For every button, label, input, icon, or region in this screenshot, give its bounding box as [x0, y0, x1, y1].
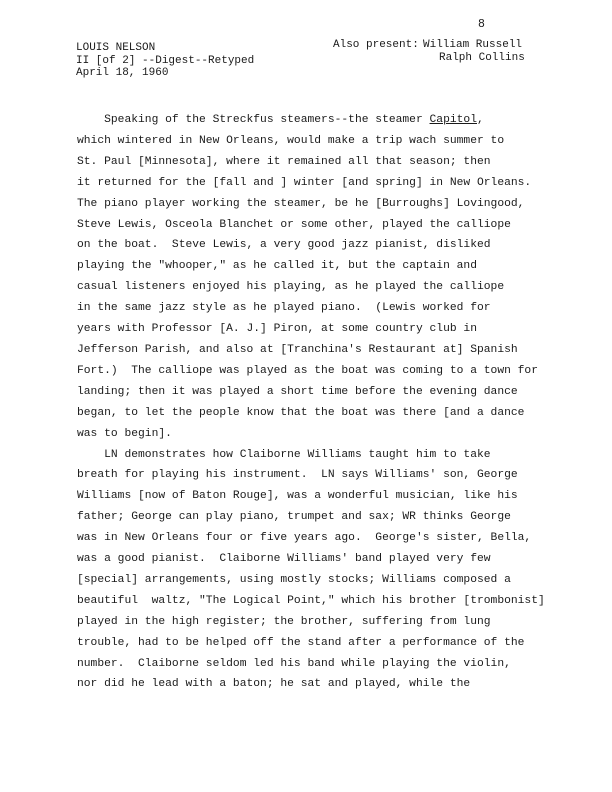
text-line-segment: St. Paul [Minnesota], where it remained all that season; then: [77, 155, 491, 168]
text-line: [77, 194, 545, 215]
text-line: [77, 110, 545, 131]
text-line: [77, 570, 545, 591]
text-line: [77, 340, 545, 361]
also-present-row: [333, 52, 525, 65]
text-line-segment: was in New Orleans four or five years ago. George's sister, Bella,: [77, 532, 532, 545]
text-line-segment: LN demonstrates how Claiborne Williams taught him to take: [77, 448, 491, 461]
text-line: [77, 486, 545, 507]
text-line-segment: Steve Lewis, Osceola Blanchet or some other, played the calliope: [77, 218, 511, 231]
text-line-segment: played in the high register; the brother, suffering from lung: [77, 615, 491, 628]
text-line: [77, 131, 545, 152]
text-line-segment: ,: [477, 114, 484, 126]
text-line: [77, 591, 545, 612]
text-line-segment: number. Claiborne seldom led his band while playing the violin,: [77, 657, 511, 670]
text-line-segment: it returned for the [fall and ] winter [and spring] in New Orleans.: [77, 176, 532, 189]
text-line: [77, 215, 545, 236]
also-present-label: Also present:: [333, 39, 419, 51]
text-line: [77, 152, 545, 173]
text-line: [77, 382, 545, 403]
text-line: [77, 235, 545, 256]
text-line: [77, 654, 545, 675]
page-number: 8: [478, 18, 485, 31]
body-text: [77, 110, 545, 695]
text-line: [77, 277, 545, 298]
text-line-segment: trouble, had to be helped off the stand after a performance of the: [77, 636, 525, 649]
text-line-segment: on the boat. Steve Lewis, a very good jazz pianist, disliked: [77, 239, 491, 252]
text-line: [77, 549, 545, 570]
text-line-segment: Williams [now of Baton Rouge], was a wonderful musician, like his: [77, 490, 518, 503]
text-line-segment: [special] arrangements, using mostly stocks; Williams composed a: [77, 573, 511, 586]
text-line-segment: was to begin].: [77, 427, 172, 440]
text-line-segment: breath for playing his instrument. LN says Williams' son, George: [77, 469, 518, 482]
text-line-segment: The piano player working the steamer, be he [Burroughs] Lovingood,: [77, 197, 525, 210]
header-interviewee: LOUIS NELSON: [76, 42, 156, 54]
also-present-name: William Russell: [423, 39, 523, 51]
text-line-segment: Speaking of the Streckfus steamers--the steamer: [77, 114, 430, 126]
text-line: [77, 319, 545, 340]
text-line: [77, 403, 545, 424]
text-line: [77, 528, 545, 549]
text-line: [77, 633, 545, 654]
text-line-segment: playing the "whooper," as he called it, but the captain and: [77, 260, 477, 273]
text-line: [77, 445, 545, 466]
text-line: [77, 424, 545, 445]
text-line: [77, 173, 545, 194]
also-present-name: Ralph Collins: [439, 51, 525, 64]
header-right: [333, 39, 525, 64]
text-line: [77, 361, 545, 382]
text-line-segment: father; George can play piano, trumpet and sax; WR thinks George: [77, 511, 511, 524]
text-line-segment: casual listeners enjoyed his playing, as he played the calliope: [77, 281, 505, 294]
text-line-segment: nor did he lead with a baton; he sat and played, while the: [77, 678, 471, 691]
also-present-row: [333, 39, 525, 52]
text-line-segment: was a good pianist. Claiborne Williams' band played very few: [77, 553, 491, 566]
text-line: [77, 507, 545, 528]
underlined-title: Capitol: [429, 114, 477, 126]
text-line: [77, 298, 545, 319]
text-line-segment: which wintered in New Orleans, would make a trip wach summer to: [77, 134, 505, 147]
header-reel: II [of 2] --Digest--Retyped: [76, 54, 255, 67]
text-line-segment: landing; then it was played a short time before the evening dance: [77, 385, 518, 398]
text-line-segment: years with Professor [A. J.] Piron, at some country club in: [77, 323, 477, 336]
header-date: April 18, 1960: [76, 67, 169, 79]
text-line-segment: in the same jazz style as he played piano. (Lewis worked for: [77, 302, 491, 315]
text-line: [77, 612, 545, 633]
text-line-segment: began, to let the people know that the boat was there [and a dance: [77, 406, 525, 419]
text-line-segment: beautiful waltz, "The Logical Point," which his brother [trombonist]: [77, 594, 545, 607]
header-left: [76, 42, 254, 80]
text-line-segment: Fort.) The calliope was played as the boat was coming to a town for: [77, 364, 538, 377]
text-line-segment: Jefferson Parish, and also at [Tranchina's Restaurant at] Spanish: [77, 343, 518, 356]
text-line: [77, 465, 545, 486]
text-line: [77, 674, 545, 695]
text-line: [77, 256, 545, 277]
